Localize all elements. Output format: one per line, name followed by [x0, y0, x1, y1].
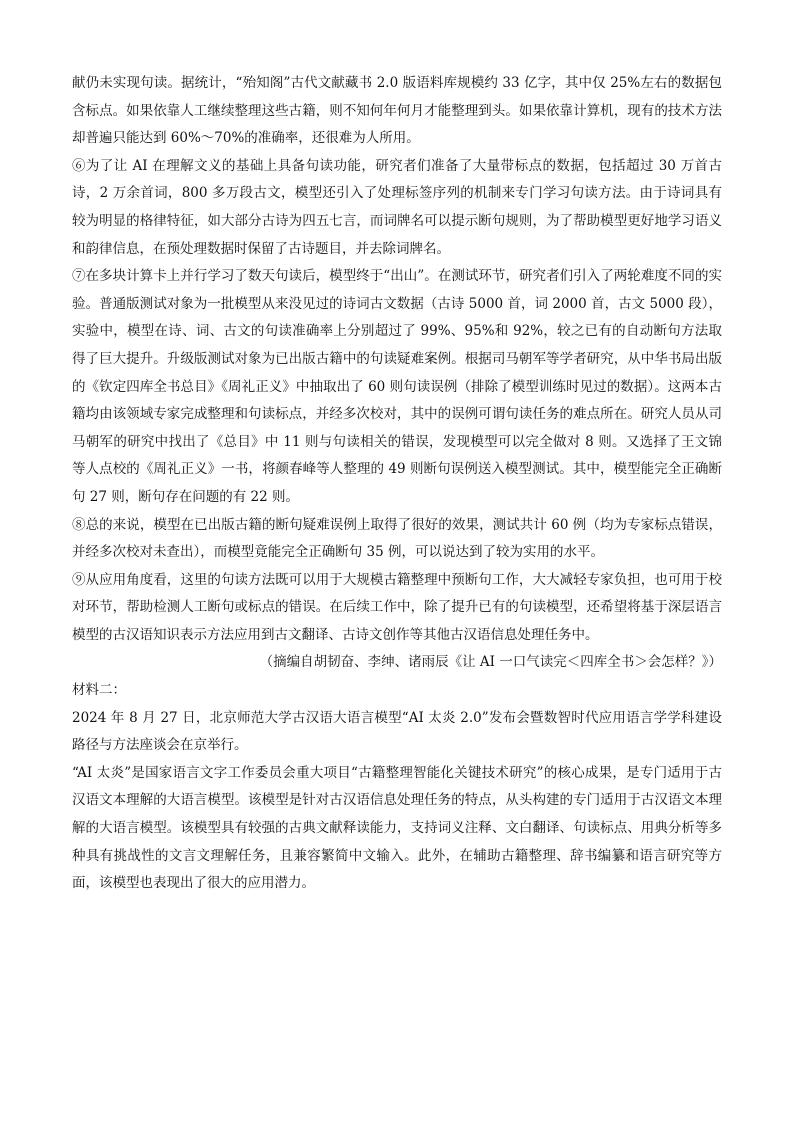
paragraph-9: ⑨从应用角度看，这里的句读方法既可以用于大规模古籍整理中预断句工作，大大减轻专家负担，也可用于校对环节，帮助检测人工断句或标点的错误。在后续工作中，除了提升已有的句读模型，还希望将基于深层语言模型的古汉语知识表示方法应用到古文翻译、古诗文创作等其他古汉语信息处理任务中。 [72, 571, 722, 643]
paragraph-8: ⑧总的来说，模型在已出版古籍的断句疑难误例上取得了很好的效果，测试共计 60 例（均为专家标点错误，并经多次校对未查出），而模型竟能完全正确断句 35 例，可以说达到了较为实用的水平。 [72, 516, 722, 561]
material-two-paragraph-1: 2024 年 8 月 27 日，北京师范大学古汉语大语言模型“AI 太炎 2.0”发布会暨数智时代应用语言学学科建设路径与方法座谈会在京举行。 [72, 709, 722, 754]
material-two-paragraph-2: “AI 太炎”是国家语言文字工作委员会重大项目“古籍整理智能化关键技术研究”的核心成果，是专门适用于古汉语文本理解的大语言模型。该模型是针对古汉语信息处理任务的特点，从头构建的专门适用于古汉语文本理解的大语言模型。该模型具有较强的古典文献释读能力，支持词义注释、文白翻译、句读标点、用典分析等多种具有挑战性的文言文理解任务，且兼容繁简中文输入。此外，在辅助古籍整理、辞书编纂和语言研究等方面，该模型也表现出了很大的应用潜力。 [72, 764, 722, 892]
material-two-heading: 材料二： [72, 682, 126, 699]
paragraph-7: ⑦在多块计算卡上并行学习了数天句读后，模型终于“出山”。在测试环节，研究者们引入了两轮难度不同的实验。普通版测试对象为一批模型从来没见过的诗词古文数据（古诗 5000 首，词 2000 首，古文 5000 段），实验中，模型在诗、词、古文的句读准确率上分别超过了 99%、95%和 92%，较之已有的自动断句方法取得了巨大提升。升级版测试对象为已出版古籍中的句读疑难案例。根据司马朝军等学者研究，从中华书局出版的《钦定四库全书总目》《周礼正义》中抽取出了 60 则句读误例（排除了模型训练时见过的数据）。这两本古籍均由该领域专家完成整理和句读标点，并经多次校对，其中的误例可谓句读任务的难点所在。研究人员从司马朝军的研究中找出了《总目》中 11 则与句读相关的错误，发现模型可以完全做对 8 则。又选择了王文锦等人点校的《周礼正义》一书，将颜春峰等人整理的 49 则断句误例送入模型测试。其中，模型能完全正确断句 27 则，断句存在问题的有 22 则。 [72, 268, 722, 505]
paragraph-continued-intro: 献仍未实现句读。据统计，“殆知阁”古代文献藏书 2.0 版语料库规模约 33 亿字，其中仅 25%左右的数据包含标点。如果依靠人工继续整理这些古籍，则不知何年何月才能整理到头。如果依靠计算机，现有的技术方法却普遍只能达到 60%～70%的准确率，还很难为人所用。 [72, 75, 722, 147]
document-page [72, 70, 722, 898]
source-citation: （摘编自胡韧奋、李绅、诸雨辰《让 AI 一口气读完＜四库全书＞会怎样？》） [259, 654, 722, 671]
paragraph-6: ⑥为了让 AI 在理解文义的基础上具备句读功能，研究者们准备了大量带标点的数据，包括超过 30 万首古诗，2 万余首词，800 多万段古文，模型还引入了处理标签序列的机制来专门学习句读方法。由于诗词具有较为明显的格律特征，如大部分古诗为四五七言，而词牌名可以提示断句规则，为了帮助模型更好地学习语义和韵律信息，在预处理数据时保留了古诗题目，并去除词牌名。 [72, 157, 722, 257]
